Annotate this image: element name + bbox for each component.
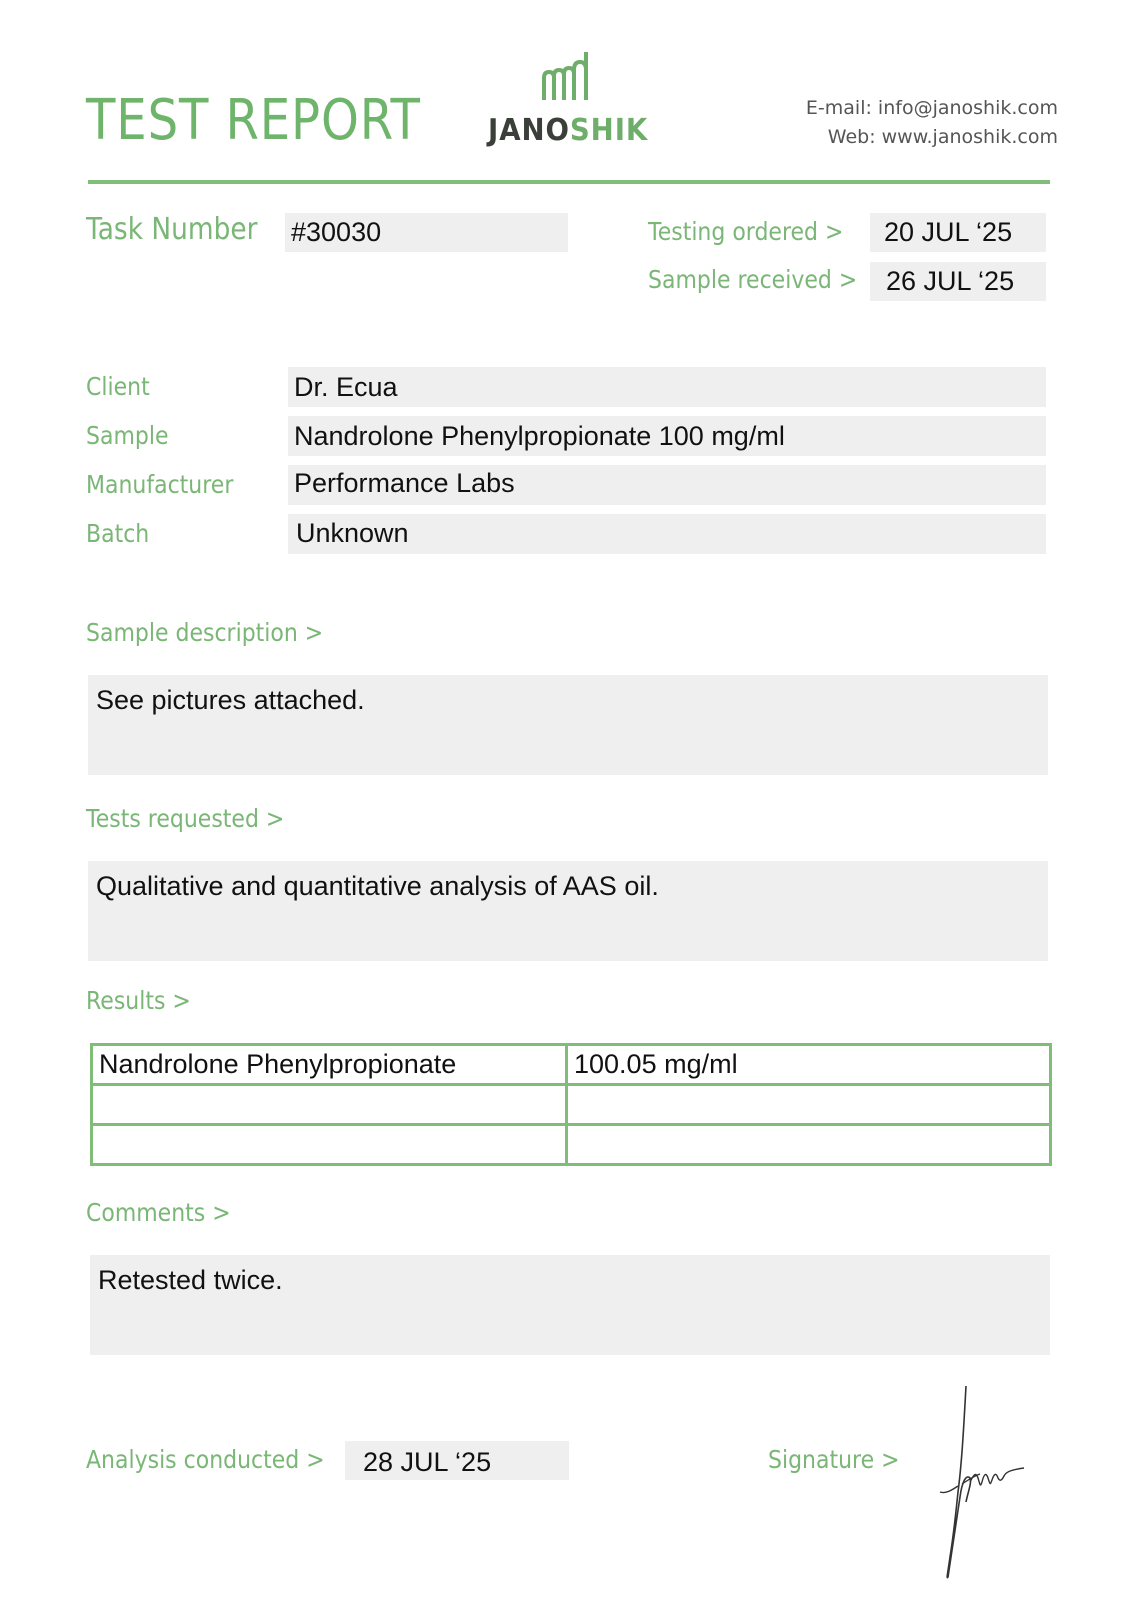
- sample-description-label: Sample description >: [86, 618, 324, 647]
- task-number-value: #30030: [285, 213, 568, 252]
- sample-description-text: See pictures attached.: [96, 685, 365, 715]
- tests-requested-box: [88, 861, 1048, 961]
- comments-label: Comments >: [86, 1198, 231, 1227]
- table-row: [92, 1125, 1051, 1165]
- results-table: [90, 1043, 1052, 1166]
- email-line: E-mail: info@janoshik.com: [805, 97, 1058, 119]
- table-cell: [92, 1085, 567, 1125]
- table-row: [92, 1045, 1051, 1085]
- signature-label: Signature >: [768, 1445, 900, 1474]
- table-cell: [567, 1125, 1051, 1165]
- web-line: Web: www.janoshik.com: [827, 126, 1058, 148]
- manufacturer-value: Performance Labs: [288, 465, 1046, 505]
- sample-received-label: Sample received >: [648, 265, 858, 294]
- batch-label: Batch: [86, 519, 150, 548]
- client-label: Client: [86, 372, 150, 401]
- analysis-conducted-label: Analysis conducted >: [86, 1445, 325, 1474]
- table-cell: Nandrolone Phenylpropionate: [92, 1045, 567, 1085]
- batch-value: Unknown: [288, 514, 1046, 554]
- sample-received-value: 26 JUL ‘25: [870, 262, 1046, 301]
- handwritten-signature: [936, 1382, 1026, 1587]
- sample-value: Nandrolone Phenylpropionate 100 mg/ml: [288, 416, 1046, 456]
- comments-box: [90, 1255, 1050, 1355]
- header-divider: [88, 180, 1050, 184]
- testing-ordered-value: 20 JUL ‘25: [870, 213, 1046, 252]
- comments-text: Retested twice.: [98, 1265, 283, 1295]
- table-cell: 100.05 mg/ml: [567, 1045, 1051, 1085]
- testing-ordered-label: Testing ordered >: [648, 217, 844, 246]
- tests-requested-text: Qualitative and quantitative analysis of AAS oil.: [96, 871, 659, 901]
- table-row: [92, 1085, 1051, 1125]
- janoshik-logo-icon: [540, 48, 604, 115]
- table-cell: [92, 1125, 567, 1165]
- results-label: Results >: [86, 986, 191, 1015]
- sample-description-box: [88, 675, 1048, 775]
- contact-info: [806, 94, 1058, 152]
- client-value: Dr. Ecua: [288, 367, 1046, 407]
- report-title: TEST REPORT: [86, 88, 421, 153]
- analysis-conducted-value: 28 JUL ‘25: [345, 1441, 569, 1480]
- manufacturer-label: Manufacturer: [86, 470, 234, 499]
- sample-label: Sample: [86, 421, 169, 450]
- table-cell: [567, 1085, 1051, 1125]
- tests-requested-label: Tests requested >: [86, 804, 285, 833]
- janoshik-logo-text: JANOSHIK: [488, 113, 649, 148]
- task-number-label: Task Number: [86, 212, 258, 247]
